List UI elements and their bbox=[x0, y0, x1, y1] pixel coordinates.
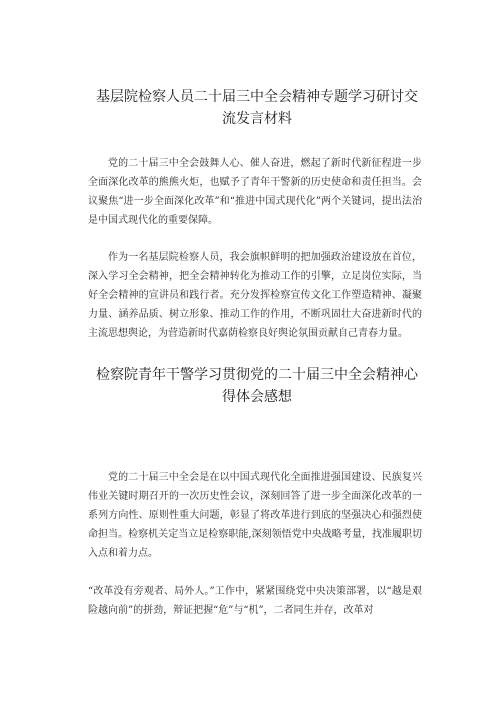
section2-title: 检察院青年干警学习贯彻党的二十届三中全会精神心得体会感想 bbox=[96, 367, 418, 405]
section2-paragraph: 党的二十届三中全会是在以中国式现代化全面推进强国建设、民族复兴伟业关键时期召开的一次历史性会议，深刻回答了进一步全面深化改革的一系列方向性、原则性重大问题，彰显了将改革进行到底的坚强决心和强烈使命担当。检察机关定当立足检察职能,深刻领悟党中央战略考量，找准履职切入点和着力点。 bbox=[88, 472, 422, 559]
section2-paragraph: “改革没有旁观者、局外人。”工作中，紧紧围绕党中央决策部署，以“越是艰险越向前”的拼劲，辩证把握“危”与“机”，二者同生并存，改革对 bbox=[88, 586, 422, 616]
section1-title: 基层院检察人员二十届三中全会精神专题学习研讨交流发言材料 bbox=[96, 89, 418, 127]
section1-paragraph: 作为一名基层院检察人员，我会旗帜鲜明的把加强政治建设放在首位，深入学习全会精神，把全会精神转化为推动工作的引擎，立足岗位实际，当好全会精神的宣讲员和践行者。充分发挥检察宣传文化工作塑造精神、凝聚力量、涵养品质、树立形象、推动工作的作用，不断巩固壮大奋进新时代的主流思想舆论，为营造新时代嘉荫检察良好舆论氛围贡献自己青春力量。 bbox=[88, 252, 422, 339]
section1-paragraph: 党的二十届三中全会鼓舞人心、催人奋进，燃起了新时代新征程进一步全面深化改革的熊熊火炬，也赋予了青年干警新的历史使命和责任担当。会议聚焦“进一步全面深化改革”和“推进中国式现代化”两个关键词，提出法治是中国式现代化的重要保障。 bbox=[88, 158, 422, 226]
